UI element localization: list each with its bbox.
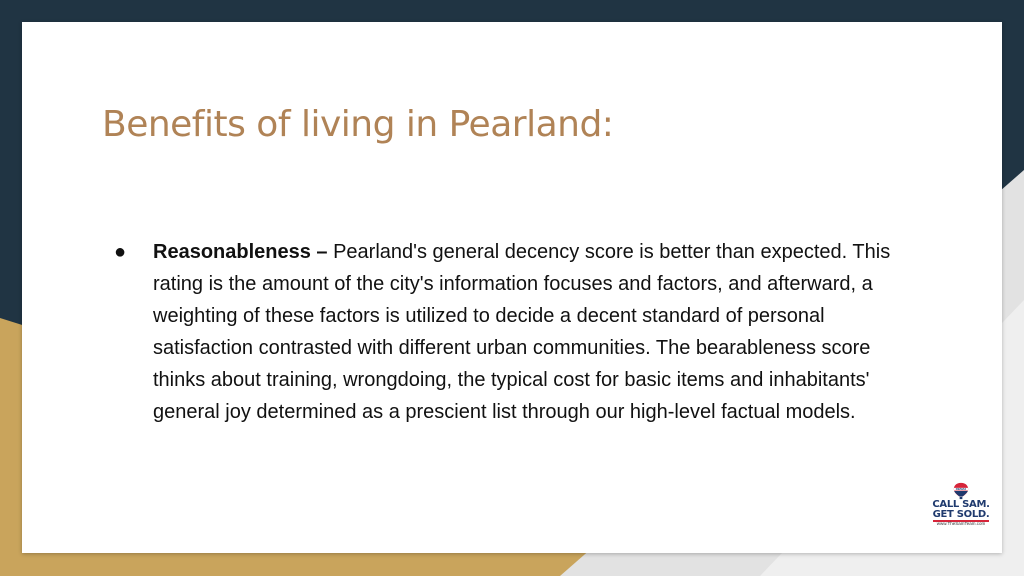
- bullet-item: [114, 236, 917, 428]
- bullet-text: [153, 236, 917, 428]
- bullet-term: Reasonableness –: [153, 241, 328, 263]
- logo-line1: CALL SAM.: [932, 499, 990, 510]
- bullet-dot: ●: [114, 241, 127, 263]
- call-sam-logo: [928, 482, 994, 540]
- logo-url: www.TheSamTeam.com: [936, 521, 986, 526]
- balloon-label: RE/MAX: [955, 487, 967, 491]
- bullet-body: Pearland's general decency score is better than expected. This rating is the amount of the city's information focuses and factors, and afterward, a weighting of these factors is utilized to decide a decent standard of personal satisfaction contrasted with different urban communities. The bearableness score thinks about training, wrongdoing, the typical cost for basic items and inhabitants' general joy determined as a prescient list through our high-level factual models.: [153, 241, 891, 423]
- logo-line2-text: GET SOLD.: [932, 509, 990, 520]
- logo-line2: [928, 510, 994, 520]
- slide-title: Benefits of living in Pearland:: [102, 104, 614, 145]
- hot-air-balloon-icon: [952, 482, 970, 500]
- slide-card: [22, 22, 1002, 553]
